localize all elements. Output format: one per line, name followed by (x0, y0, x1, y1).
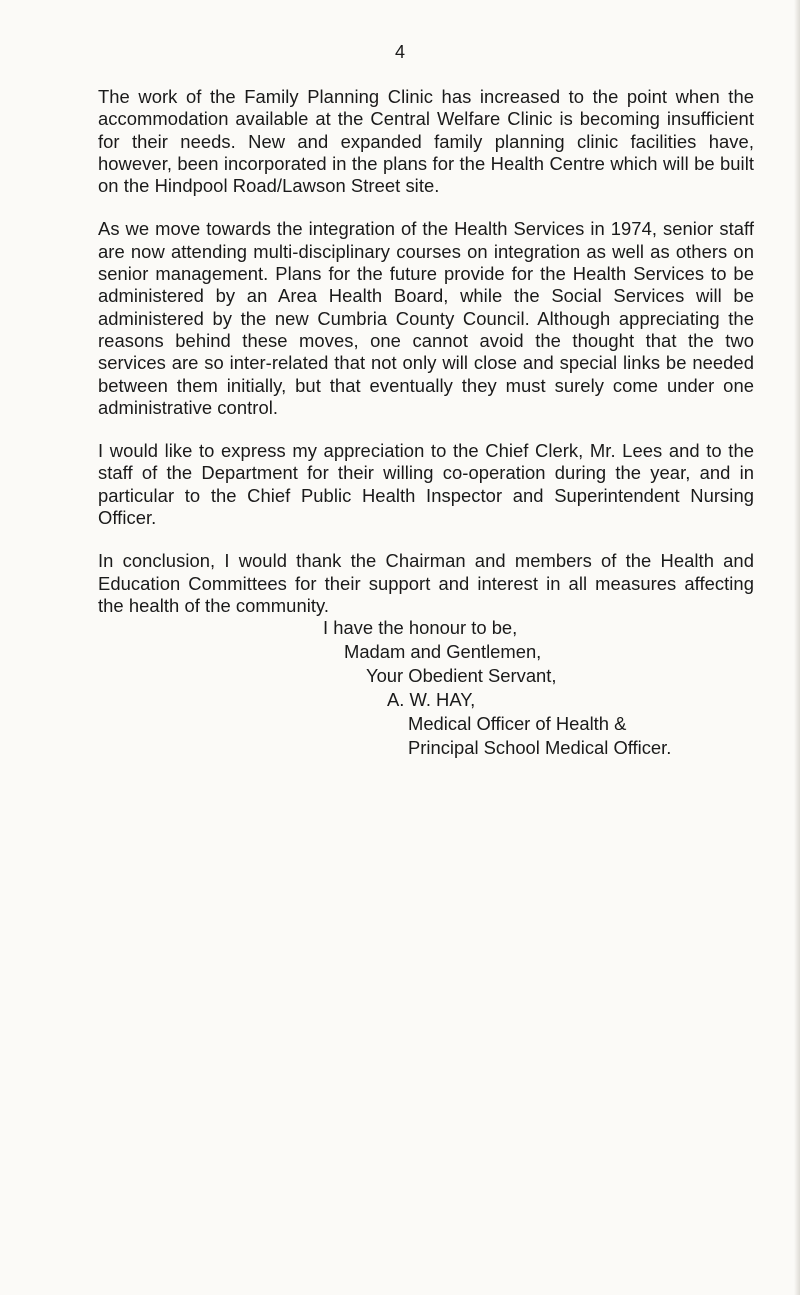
letter-body (98, 86, 754, 638)
signatory-name: A. W. HAY, (387, 689, 476, 710)
signoff-obedient-servant: Your Obedient Servant, (366, 665, 557, 686)
paragraph-appreciation: I would like to express my appreciation to the Chief Clerk, Mr. Lees and to the staff of the Department for their willing co-operation during the year, and in particular to the Chief Public Health Inspector and Superintendent Nursing Officer. (98, 440, 754, 529)
paragraph-family-planning: The work of the Family Planning Clinic has increased to the point when the accommodation available at the Central Welfare Clinic is becoming insufficient for their needs. New and expanded family planning clinic facilities have, however, been incorporated in the plans for the Health Centre which will be built on the Hindpool Road/Lawson Street site. (98, 86, 754, 197)
page-number: 4 (394, 42, 405, 62)
paragraph-conclusion: In conclusion, I would thank the Chairman and members of the Health and Education Committees for their support and interest in all measures affecting the health of the community. (98, 550, 754, 616)
signatory-title-2: Principal School Medical Officer. (408, 737, 672, 758)
signoff-honour: I have the honour to be, (323, 617, 518, 638)
page-edge-shadow (794, 0, 800, 1295)
paragraph-integration: As we move towards the integration of the Health Services in 1974, senior staff are now attending multi-disciplinary courses on integration as well as others on senior management. Plans for the future provide for the Health Services to be administered by an Area Health Board, while the Social Services will be administered by the new Cumbria County Council. Although appreciating the reasons behind these moves, one cannot avoid the thought that the two services are so inter-related that not only will close and special links be needed between them initially, but that eventually they must surely come under one administrative control. (98, 218, 754, 418)
signoff-salutation: Madam and Gentlemen, (344, 641, 542, 662)
signatory-title-1: Medical Officer of Health & (408, 713, 627, 734)
